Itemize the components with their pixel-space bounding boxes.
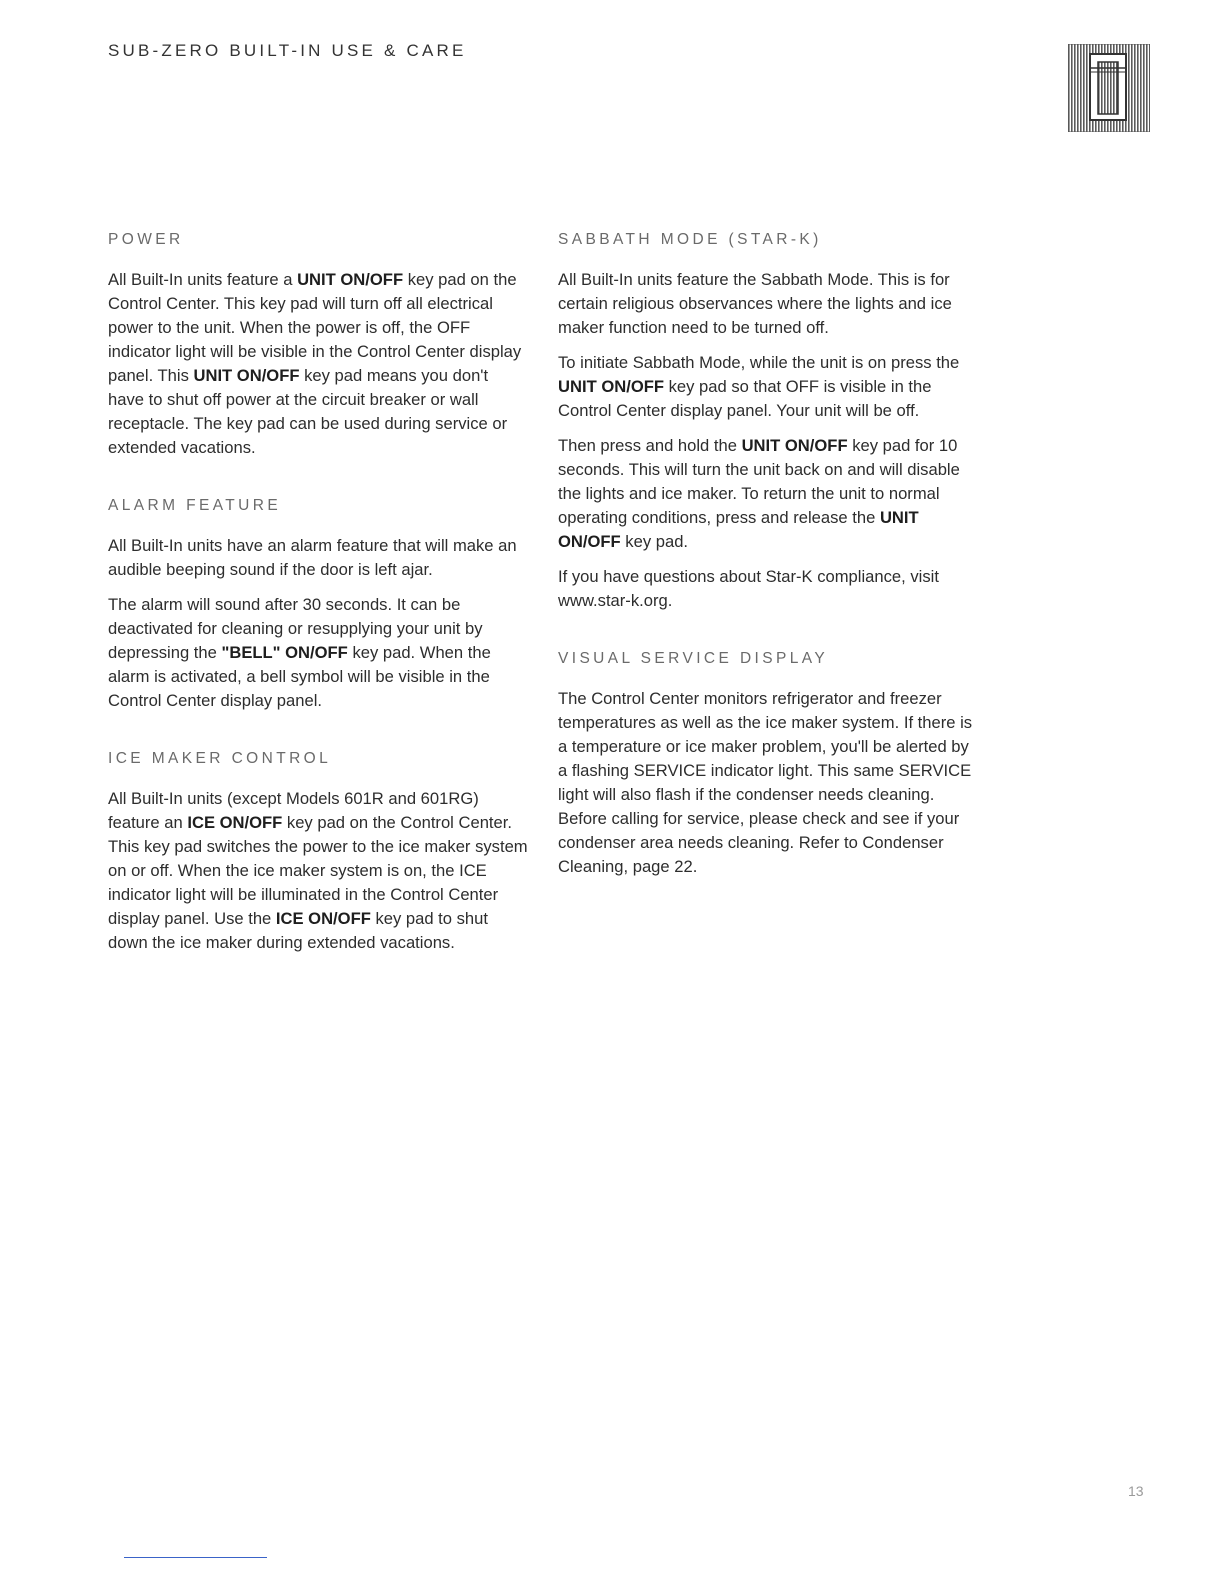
key-pad-name: UNIT ON/OFF bbox=[741, 436, 848, 455]
paragraph bbox=[558, 351, 978, 423]
text-run: The Control Center monitors refrigerator and freezer temperatures as well as the ice maker system. If there is a temperature or ice maker problem, you'll be alerted by a flashing SERVICE indicator light. This same SERVICE light will also flash if the condenser needs cleaning. Before calling for service, please check and see if your condenser area needs cleaning. Refer to Condenser Cleaning, page 22. bbox=[558, 689, 973, 876]
paragraph bbox=[558, 268, 978, 340]
right-column bbox=[558, 230, 978, 915]
section-heading: ALARM FEATURE bbox=[108, 497, 282, 514]
text-run: All Built-In units have an alarm feature that will make an audible beeping sound if the door is left ajar. bbox=[108, 536, 517, 579]
text-run: If you have questions about Star-K compliance, visit www.star-k.org. bbox=[558, 567, 939, 610]
text-run: The alarm will sound after 30 seconds. It can be deactivated for cleaning or resupplying your unit by depressing the bbox=[108, 595, 483, 662]
text-run: All Built-In units feature a bbox=[108, 270, 298, 289]
key-pad-name: "BELL" ON/OFF bbox=[221, 643, 348, 662]
section-heading: POWER bbox=[108, 231, 184, 248]
key-pad-name: UNIT ON/OFF bbox=[297, 270, 404, 289]
key-pad-name: ICE ON/OFF bbox=[275, 909, 371, 928]
page-number: 13 bbox=[1128, 1483, 1144, 1499]
text-run: key pad on the Control Center. This key pad switches the power to the ice maker system on or off. When the ice maker system is on, the ICE indicator light will be illuminated in the Control Center display panel. Use the bbox=[108, 813, 528, 928]
key-pad-name: UNIT ON/OFF bbox=[558, 377, 665, 396]
footer-rule bbox=[124, 1557, 267, 1558]
text-run: All Built-In units (except Models 601R and 601RG) feature an bbox=[108, 789, 479, 832]
section-ice-maker bbox=[108, 749, 528, 955]
section-alarm bbox=[108, 496, 528, 713]
header-title: SUB-ZERO BUILT-IN USE & CARE bbox=[108, 41, 467, 60]
paragraph bbox=[108, 268, 528, 460]
text-run: key pad on the Control Center. This key pad will turn off all electrical power to the unit. When the power is off, the OFF indicator light will be visible in the Control Center display panel. This bbox=[108, 270, 522, 385]
text-run: Then press and hold the bbox=[558, 436, 742, 455]
paragraph bbox=[108, 534, 528, 582]
key-pad-name: ICE ON/OFF bbox=[187, 813, 283, 832]
paragraph bbox=[558, 434, 978, 554]
paragraph bbox=[558, 565, 978, 613]
section-heading: VISUAL SERVICE DISPLAY bbox=[558, 650, 829, 667]
text-run: key pad. bbox=[620, 532, 689, 551]
text-run: All Built-In units feature the Sabbath Mode. This is for certain religious observances where the lights and ice maker function need to be turned off. bbox=[558, 270, 952, 337]
key-pad-name: UNIT ON/OFF bbox=[193, 366, 300, 385]
paragraph bbox=[108, 593, 528, 713]
section-sabbath bbox=[558, 230, 978, 613]
text-run: key pad for 10 seconds. This will turn the unit back on and will disable the lights and ice maker. To return the unit to normal operating conditions, press and release the bbox=[558, 436, 960, 527]
key-pad-name: UNIT ON/OFF bbox=[558, 508, 919, 551]
text-run: key pad. When the alarm is activated, a bell symbol will be visible in the Control Center display panel. bbox=[108, 643, 491, 710]
text-run: To initiate Sabbath Mode, while the unit is on press the bbox=[558, 353, 960, 372]
left-column bbox=[108, 230, 528, 991]
paragraph bbox=[558, 687, 978, 879]
sub-zero-logo-icon bbox=[1068, 44, 1150, 132]
paragraph bbox=[108, 787, 528, 955]
section-heading: ICE MAKER CONTROL bbox=[108, 750, 332, 767]
section-heading: SABBATH MODE (STAR-K) bbox=[558, 231, 822, 248]
section-power bbox=[108, 230, 528, 460]
text-run: key pad means you don't have to shut off power at the circuit breaker or wall receptacle. The key pad can be used during service or extended vacations. bbox=[108, 366, 508, 457]
section-visual-service bbox=[558, 649, 978, 879]
text-run: key pad to shut down the ice maker during extended vacations. bbox=[108, 909, 488, 952]
text-run: key pad so that OFF is visible in the Control Center display panel. Your unit will be off. bbox=[558, 377, 932, 420]
